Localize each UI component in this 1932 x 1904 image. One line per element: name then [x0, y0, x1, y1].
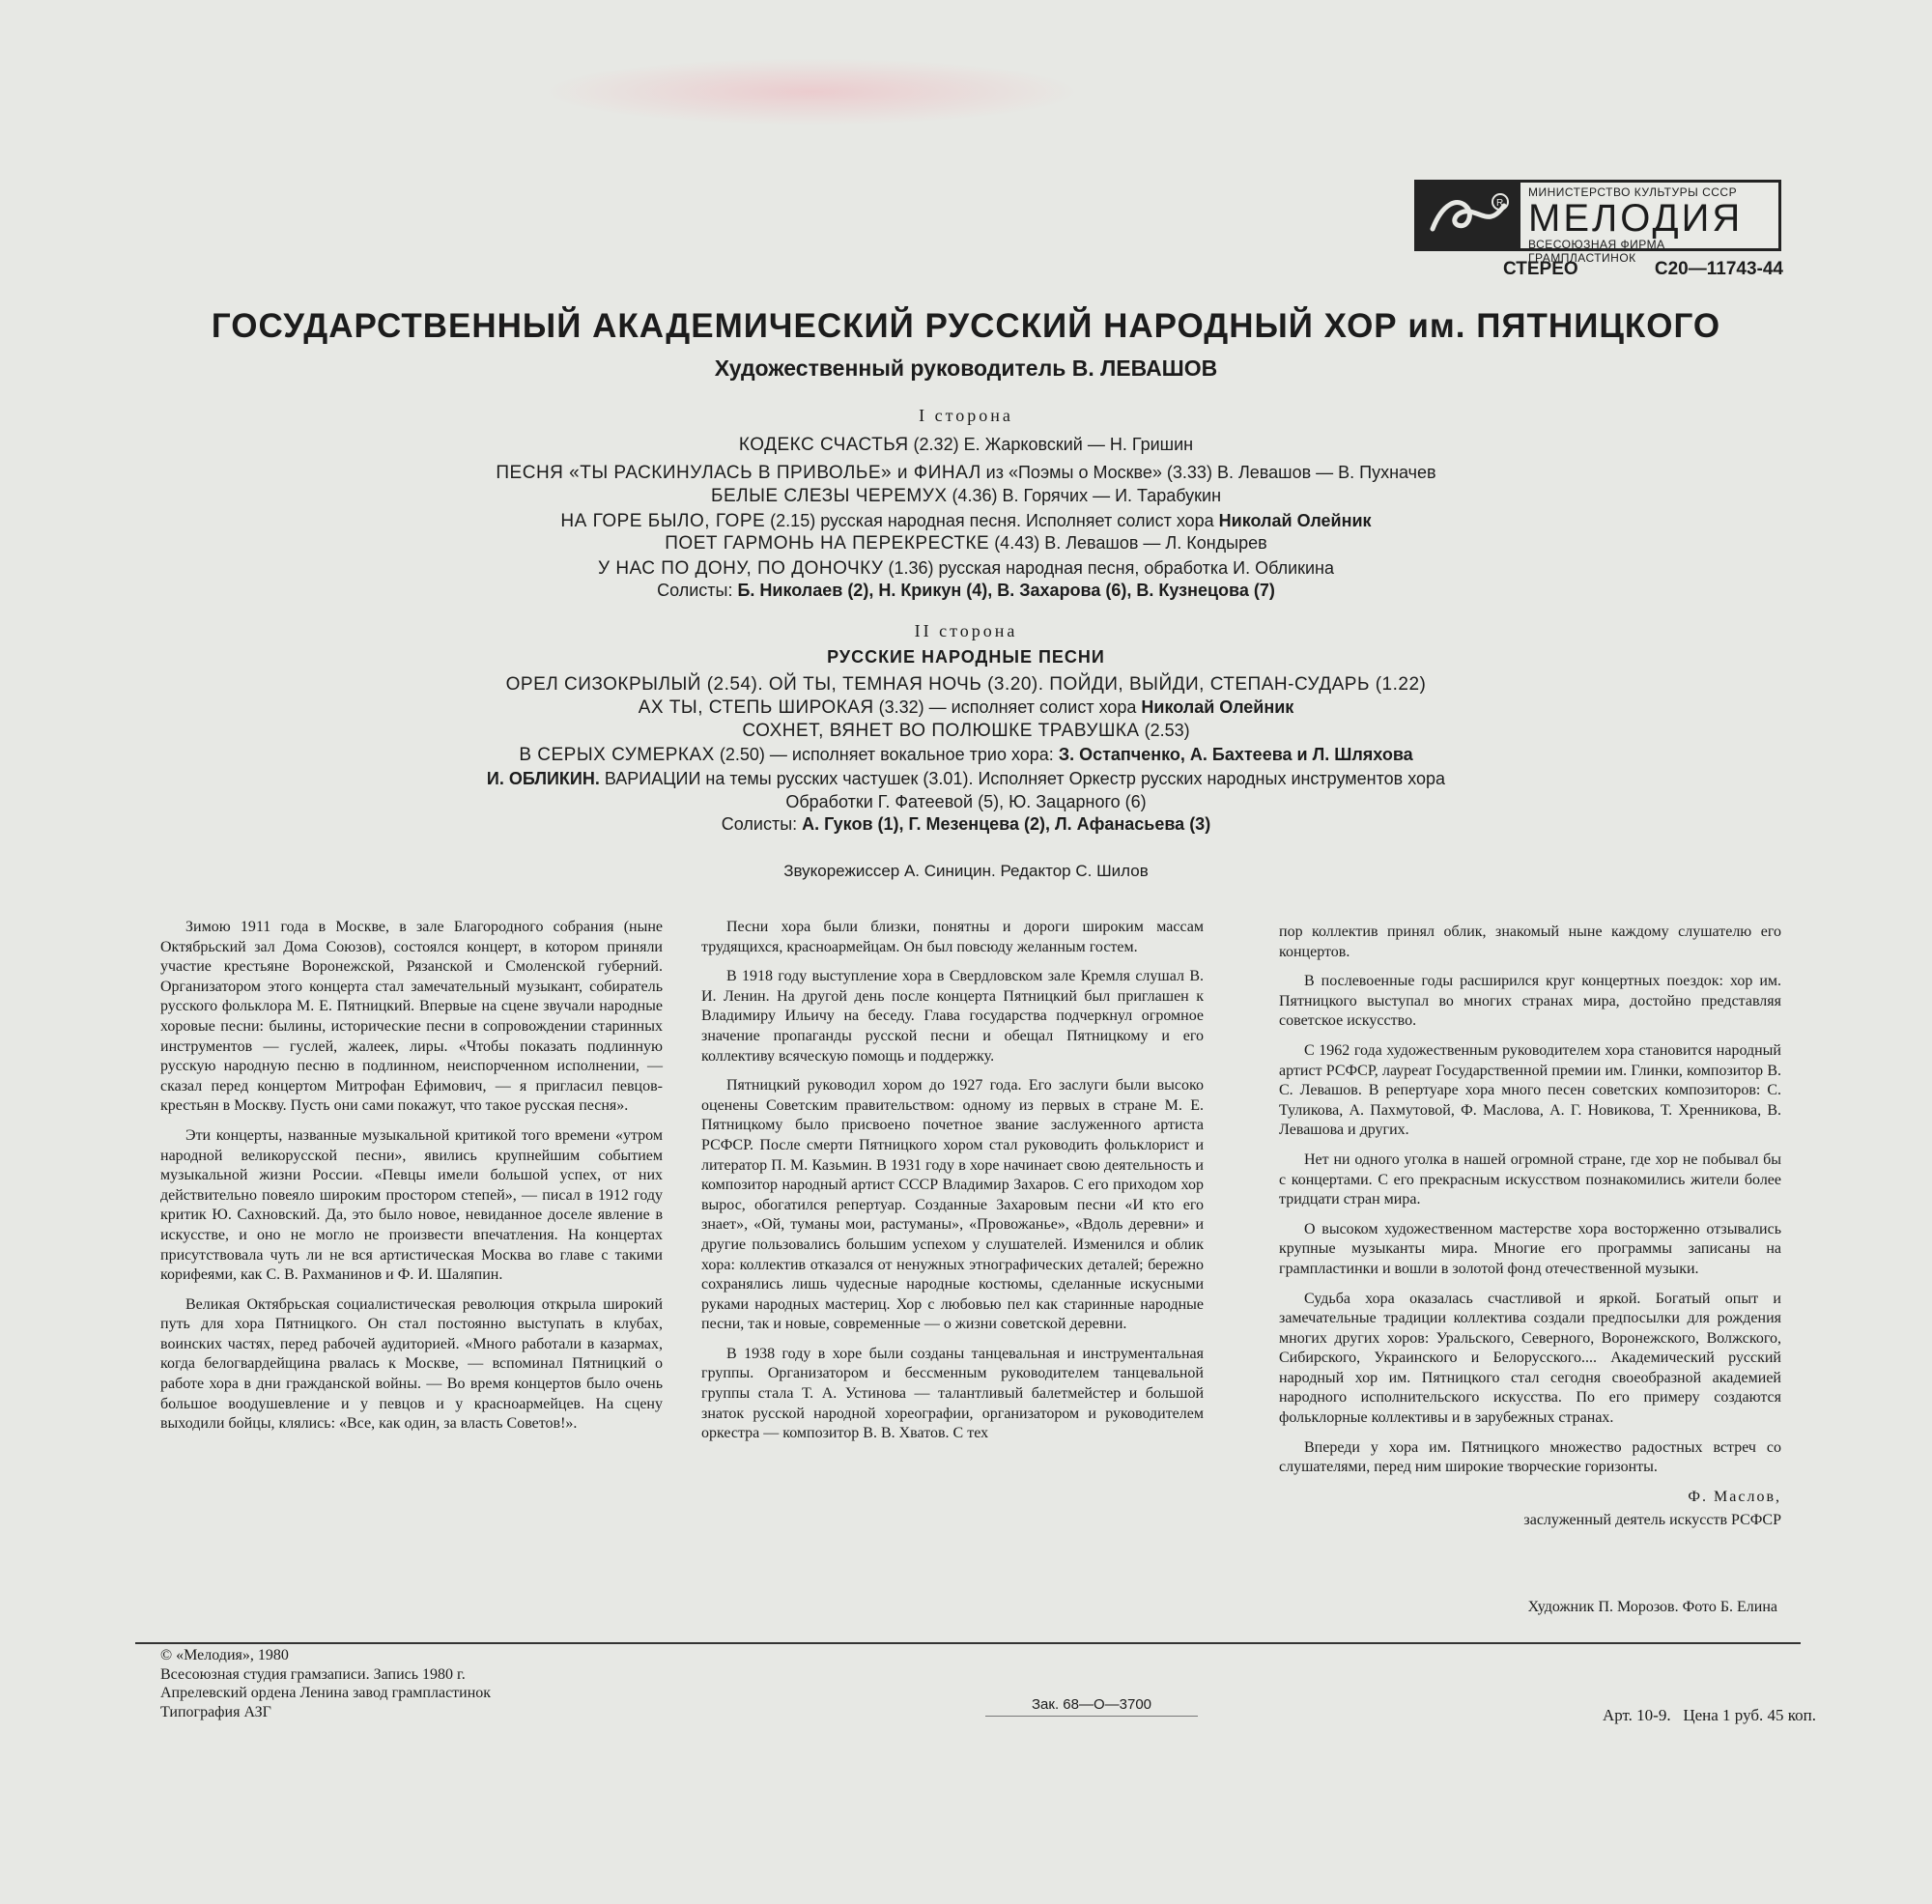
track-title: ОРЕЛ СИЗОКРЫЛЫЙ (2.54). ОЙ ТЫ, ТЕМНАЯ НОЧЬ (3.20). ПОЙДИ, ВЫЙДИ, СТЕПАН-СУДАРЬ (1.22) — [505, 674, 1427, 695]
essay-author-title: заслуженный деятель искусств РСФСР — [1523, 1511, 1781, 1528]
essay-author: Ф. Маслов, — [1688, 1488, 1781, 1505]
side2-subheading: РУССКИЕ НАРОДНЫЕ ПЕСНИ — [827, 647, 1105, 667]
track-title: БЕЛЫЕ СЛЕЗЫ ЧЕРЕМУХ — [710, 486, 948, 506]
essay-paragraph: В 1918 году выступление хора в Свердловском зале Кремля слушал В. И. Ленин. На другой день после концерта Пятницкий был приглашен к Владимиру Ильичу на беседу. Глава государства подчеркнул огромное значение пропаганды русской песни и обещал Пятницкому и его коллективу всяческую помощь и поддержку. — [701, 968, 1204, 1065]
essay-paragraph: Нет ни одного уголка в нашей огромной стране, где хор не побывал бы с концертами. С его прекрасным искусством познакомились жители более тридцати стран мира. — [1279, 1151, 1781, 1208]
track-details: из «Поэмы о Москве» (3.33) В. Левашов — В. Пухначев — [980, 463, 1436, 482]
side1-track — [0, 486, 1932, 507]
side2-heading: II сторона — [914, 621, 1018, 640]
logo-brand-text: МЕЛОДИЯ — [1528, 197, 1744, 240]
soloists-names: Б. Николаев (2), Н. Крикун (4), В. Захарова (6), В. Кузнецова (7) — [737, 581, 1275, 600]
side1-track — [0, 558, 1932, 580]
side2-variations — [0, 769, 1932, 789]
essay-paragraph: С 1962 года художественным руководителем хора становится народный артист РСФСР, лауреат Государственной премии им. Глинки, композитор В. С. Левашов. В репертуаре хора много песен советских композиторов: С. Туликова, А. Пахмутовой, Ф. Маслова, А. Г. Новикова, Т. Хренникова, В. Левашова и других. — [1279, 1041, 1781, 1139]
catalog-line — [1503, 259, 1783, 280]
melodiya-emblem-icon — [1414, 180, 1520, 251]
essay-paragraph: Зимою 1911 года в Москве, в зале Благородного собрания (ныне Октябрьский зал Дома Союзов), состоялся концерт, в котором приняли участие крестьяне Воронежской, Рязанской и Смоленской губерний. Организатором этого концерта стал замечательный музыкант, собиратель русского фольклора М. Е. Пятницкий. Впервые на сцене звучали народные хоровые песни: былины, исторические песни в сопровождении старинных инструментов — гуслей, жалеек, лиры. «Чтобы показать подлинную русскую народную песню в подлинном, неиспорченном исполнении, — сказал перед концертом Митрофан Ефимович, — я пригласил певцов-крестьян в Москву. Пусть они сами покажут, что такое русская песня». — [160, 919, 663, 1115]
variations-composer: И. ОБЛИКИН. — [486, 769, 600, 788]
price-line — [1449, 1706, 1816, 1725]
track-details: (4.43) В. Левашов — Л. Кондырев — [989, 533, 1267, 553]
artistic-director — [0, 355, 1932, 382]
side1-track — [0, 533, 1932, 554]
essay-paragraph: пор коллектив принял облик, знакомый ныне каждому слушателю его концертов. — [1279, 924, 1781, 960]
side2-track — [0, 674, 1932, 696]
track-title: ПЕСНЯ «ТЫ РАСКИНУЛАСЬ В ПРИВОЛЬЕ» и ФИНАЛ — [496, 463, 981, 483]
album-title: ГОСУДАРСТВЕННЫЙ АКАДЕМИЧЕСКИЙ РУССКИЙ НАРОДНЫЙ ХОР им. ПЯТНИЦКОГО — [211, 307, 1721, 345]
track-details: (2.50) — исполняет вокальное трио хора: — [714, 745, 1059, 764]
track-details: (2.53) — [1139, 721, 1190, 740]
essay-column-1 — [160, 918, 663, 1444]
imprint-block — [160, 1646, 740, 1721]
imprint-line: Всесоюзная студия грамзаписи. Запись 1980 г. — [160, 1665, 466, 1683]
essay-paragraph: Судьба хора оказалась счастливой и яркой. Богатый опыт и замечательные традиции коллектива создали предпосылки для рождения многих других хоров: Уральского, Северного, Воронежского, Волжского, Сибирского, Украинского и Белорусского.... Академический русский народный хор им. Пятницкого стал сегодня своеобразной академией народного исполнительского искусства. По его примеру создаются фольклорные коллективы и в зарубежных странах. — [1279, 1290, 1781, 1427]
svg-text:R: R — [1496, 198, 1504, 209]
imprint-line: © «Мелодия», 1980 — [160, 1647, 289, 1663]
soloists-names: А. Гуков (1), Г. Мезенцева (2), Л. Афанасьева (3) — [802, 814, 1211, 834]
track-title: ПОЕТ ГАРМОНЬ НА ПЕРЕКРЕСТКЕ — [665, 533, 990, 554]
track-details: (1.36) русская народная песня, обработка И. Обликина — [883, 558, 1335, 578]
production-credits: Звукорежиссер А. Синицин. Редактор С. Шилов — [783, 862, 1149, 880]
essay-paragraph: Эти концерты, названные музыкальной критикой того времени «утром народной великорусской песни», явились крупнейшим событием музыкальной жизни России. «Певцы имели большой успех, от них действительно повеяло широким простором степей», — писал в 1912 году критик Ю. Сахновский. Да, это было новое, невиданное доселе явление в искусстве, и оно не могло не произвести впечатления. На концертах присутствовала чуть ли не вся артистическая Москва во главе с такими корифеями, как С. В. Рахманинов и Ф. И. Шаляпин. — [160, 1126, 663, 1284]
essay-column-2 — [701, 918, 1204, 1454]
track-details: (2.15) русская народная песня. Исполняет солист хора — [765, 511, 1219, 530]
track-performer: З. Остапченко, А. Бахтеева и Л. Шляхова — [1058, 745, 1413, 764]
price-value: Цена 1 руб. 45 коп. — [1683, 1706, 1816, 1724]
side1-soloists — [0, 581, 1932, 601]
side2-track — [0, 745, 1932, 766]
side1-heading: I сторона — [919, 406, 1013, 425]
side2-track — [0, 697, 1932, 719]
track-title: КОДЕКС СЧАСТЬЯ — [738, 435, 909, 455]
track-performer: Николай Олейник — [1141, 697, 1294, 717]
track-title: В СЕРЫХ СУМЕРКАХ — [519, 745, 715, 765]
essay-paragraph: В послевоенные годы расширился круг концертных поездок: хор им. Пятницкого выступал во многих странах мира, достойно представляя советское искусство. — [1279, 973, 1781, 1030]
director-label: Художественный руководитель — [714, 355, 1066, 381]
order-number: Зак. 68—О—3700 — [985, 1696, 1198, 1717]
track-details: (4.36) В. Горячих — И. Тарабукин — [947, 486, 1222, 505]
side1-track — [0, 463, 1932, 484]
essay-paragraph: Пятницкий руководил хором до 1927 года. Его заслуги были высоко оценены Советским правительством: одному из первых в стране М. Е. Пятницкому было присвоено почетное звание заслуженного артиста РСФСР. После смерти Пятницкого хором стал руководить фольклорист и литератор П. М. Казьмин. В 1931 году в хоре начинает свою деятельность и композитор народный артист СССР Владимир Захаров. С его приходом хор вырос, обогатился репертуар. Созданные Захаровым песни «И кто его знает», «Ой, туманы мои, растуманы», «Провожанье», «Вдоль деревни» и другие пользовались большим успехом у слушателей. Изменился и облик хора: коллектив отказался от ненужных этнографических деталей; бережно сохранялись лишь чудесные народные костюмы, сделанные искусными руками народных мастериц. Хор с любовью пел как старинные народные песни, так и новые, современные — о жизни советской деревни. — [701, 1077, 1204, 1333]
track-title: АХ ТЫ, СТЕПЬ ШИРОКАЯ — [638, 697, 874, 718]
essay-paragraph: О высоком художественном мастерстве хора восторженно отзывались крупные музыканты мира. Многие его программы записаны на грампластинки и вошли в золотой фонд отечественной музыки. — [1279, 1220, 1781, 1277]
footer-divider — [135, 1642, 1801, 1644]
article-number: Арт. 10-9. — [1602, 1706, 1671, 1724]
essay-paragraph: Впереди у хора им. Пятницкого множество радостных встреч со слушателями, перед ним широкие творческие горизонты. — [1279, 1438, 1781, 1476]
catalog-number: С20—11743-44 — [1654, 259, 1783, 279]
essay-paragraph: Великая Октябрьская социалистическая революция открыла широкий путь для хора Пятницкого. Он стал постоянно выступать в клубах, воинских частях, перед рабочей аудиторией. «Много работали в казармах, когда белогвардейщина рвалась к Москве, — вспоминал Пятницкий о работе хора в дни гражданской войны. — Во время концертов было очень большое воодушевление и у певцов и у красноармейцев. На сцену выходили бойцы, клялись: «Все, как один, за власть Советов!». — [160, 1295, 663, 1433]
side1-track — [0, 435, 1932, 456]
track-title: НА ГОРЕ БЫЛО, ГОРЕ — [560, 511, 766, 531]
side2-arrangements: Обработки Г. Фатеевой (5), Ю. Зацарного (6) — [785, 792, 1147, 811]
side2-soloists — [0, 814, 1932, 835]
track-title: У НАС ПО ДОНУ, ПО ДОНОЧКУ — [597, 558, 884, 579]
melodiya-wordmark — [1520, 180, 1781, 265]
artist-credit: Художник П. Морозов. Фото Б. Елина — [1527, 1599, 1777, 1615]
logo-ministry-text: МИНИСТЕРСТВО КУЛЬТУРЫ СССР — [1528, 185, 1738, 199]
imprint-line: Апрелевский ордена Ленина завод грампластинок — [160, 1685, 492, 1701]
side2-track — [0, 721, 1932, 742]
format-label: СТЕРЕО — [1503, 259, 1578, 279]
essay-paragraph: В 1938 году в хоре были созданы танцевальная и инструментальная группы. Организатором и бессменным руководителем танцевальной группы стала Т. А. Устинова — талантливый балетмейстер и большой знаток русской народной хореографии, организатором и руководителем оркестра — композитор В. В. Хватов. С тех — [701, 1345, 1204, 1442]
soloists-label: Солисты: — [721, 814, 803, 834]
side1-track — [0, 511, 1932, 532]
melodiya-logo — [1414, 180, 1781, 265]
essay-column-3 — [1279, 923, 1781, 1530]
variations-details: ВАРИАЦИИ на темы русских частушек (3.01). Исполняет Оркестр русских народных инструментов хора — [599, 769, 1446, 788]
print-stain — [541, 58, 1082, 126]
imprint-line: Типография АЗГ — [160, 1703, 271, 1720]
track-details: (2.32) Е. Жарковский — Н. Гришин — [908, 435, 1194, 454]
track-details: (3.32) — исполняет солист хора — [873, 697, 1142, 717]
logo-company-text: ВСЕСОЮЗНАЯ ФИРМА ГРАМПЛАСТИНОК — [1528, 238, 1665, 265]
soloists-label: Солисты: — [657, 581, 738, 600]
director-name: В. ЛЕВАШОВ — [1071, 355, 1218, 381]
track-performer: Николай Олейник — [1218, 511, 1372, 530]
essay-paragraph: Песни хора были близки, понятны и дороги широким массам трудящихся, красноармейцам. Он был повсюду желанным гостем. — [701, 919, 1204, 955]
track-title: СОХНЕТ, ВЯНЕТ ВО ПОЛЮШКЕ ТРАВУШКА — [742, 721, 1140, 741]
